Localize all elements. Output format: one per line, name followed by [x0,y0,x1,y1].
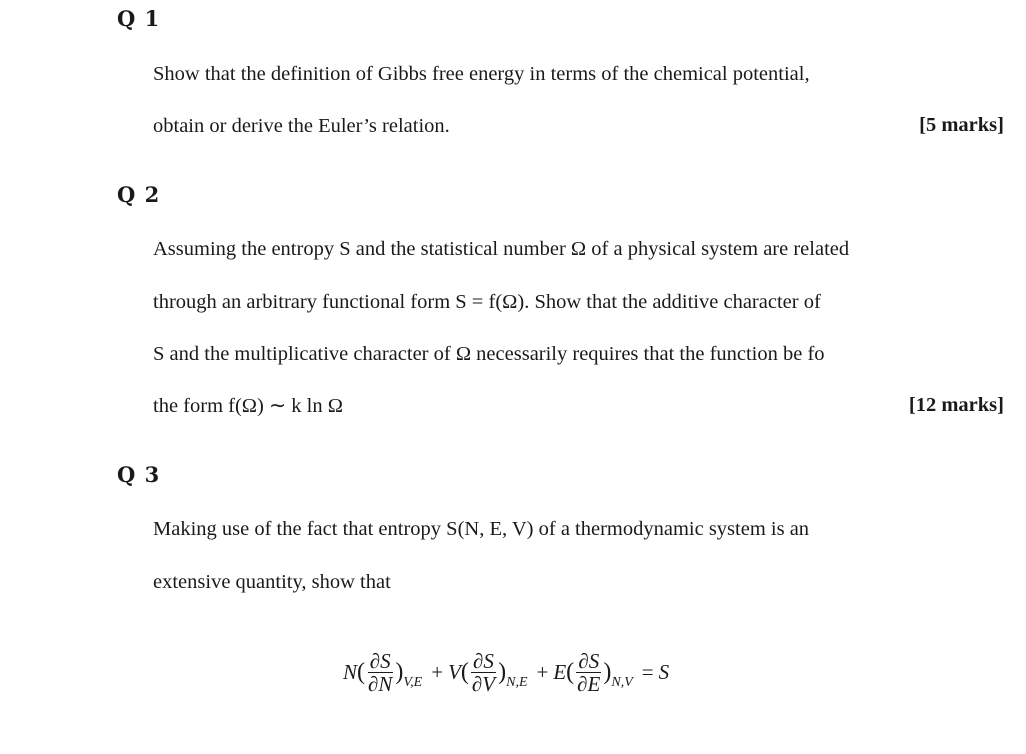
q3-line-2: extensive quantity, show that [153,571,391,593]
q3-heading: Q 3 [117,462,161,487]
q3-line-1: Making use of the fact that entropy S(N, E, V) of a thermodynamic system is an [153,518,810,540]
q1-line-1: Show that the definition of Gibbs free energy in terms of the chemical potential, [153,63,810,85]
q2-marks: [12 marks] [908,394,1004,416]
q2-heading: Q 2 [117,182,161,207]
q1-line-2: obtain or derive the Euler’s relation. [153,115,450,137]
q2-line-1: Assuming the entropy S and the statistical number Ω of a physical system are related [153,238,850,260]
q3-equation: N ( $\frac{\partial S}{\partial N}$ ) V,E + V ( $\frac{\partial S}{\partial V}$ ) N,E + E ( $\frac{\partial S}{\partial E}$ ) N,V = S [343,649,670,696]
q1-marks: [5 marks] [919,114,1004,136]
q2-line-3: S and the multiplicative character of Ω necessarily requires that the function be fo [153,343,825,365]
q2-line-2: through an arbitrary functional form S = f(Ω). Show that the additive character of [153,291,821,313]
q2-line-4: the form f(Ω) ∼ k ln Ω [153,395,343,417]
q1-heading: Q 1 [117,6,161,31]
